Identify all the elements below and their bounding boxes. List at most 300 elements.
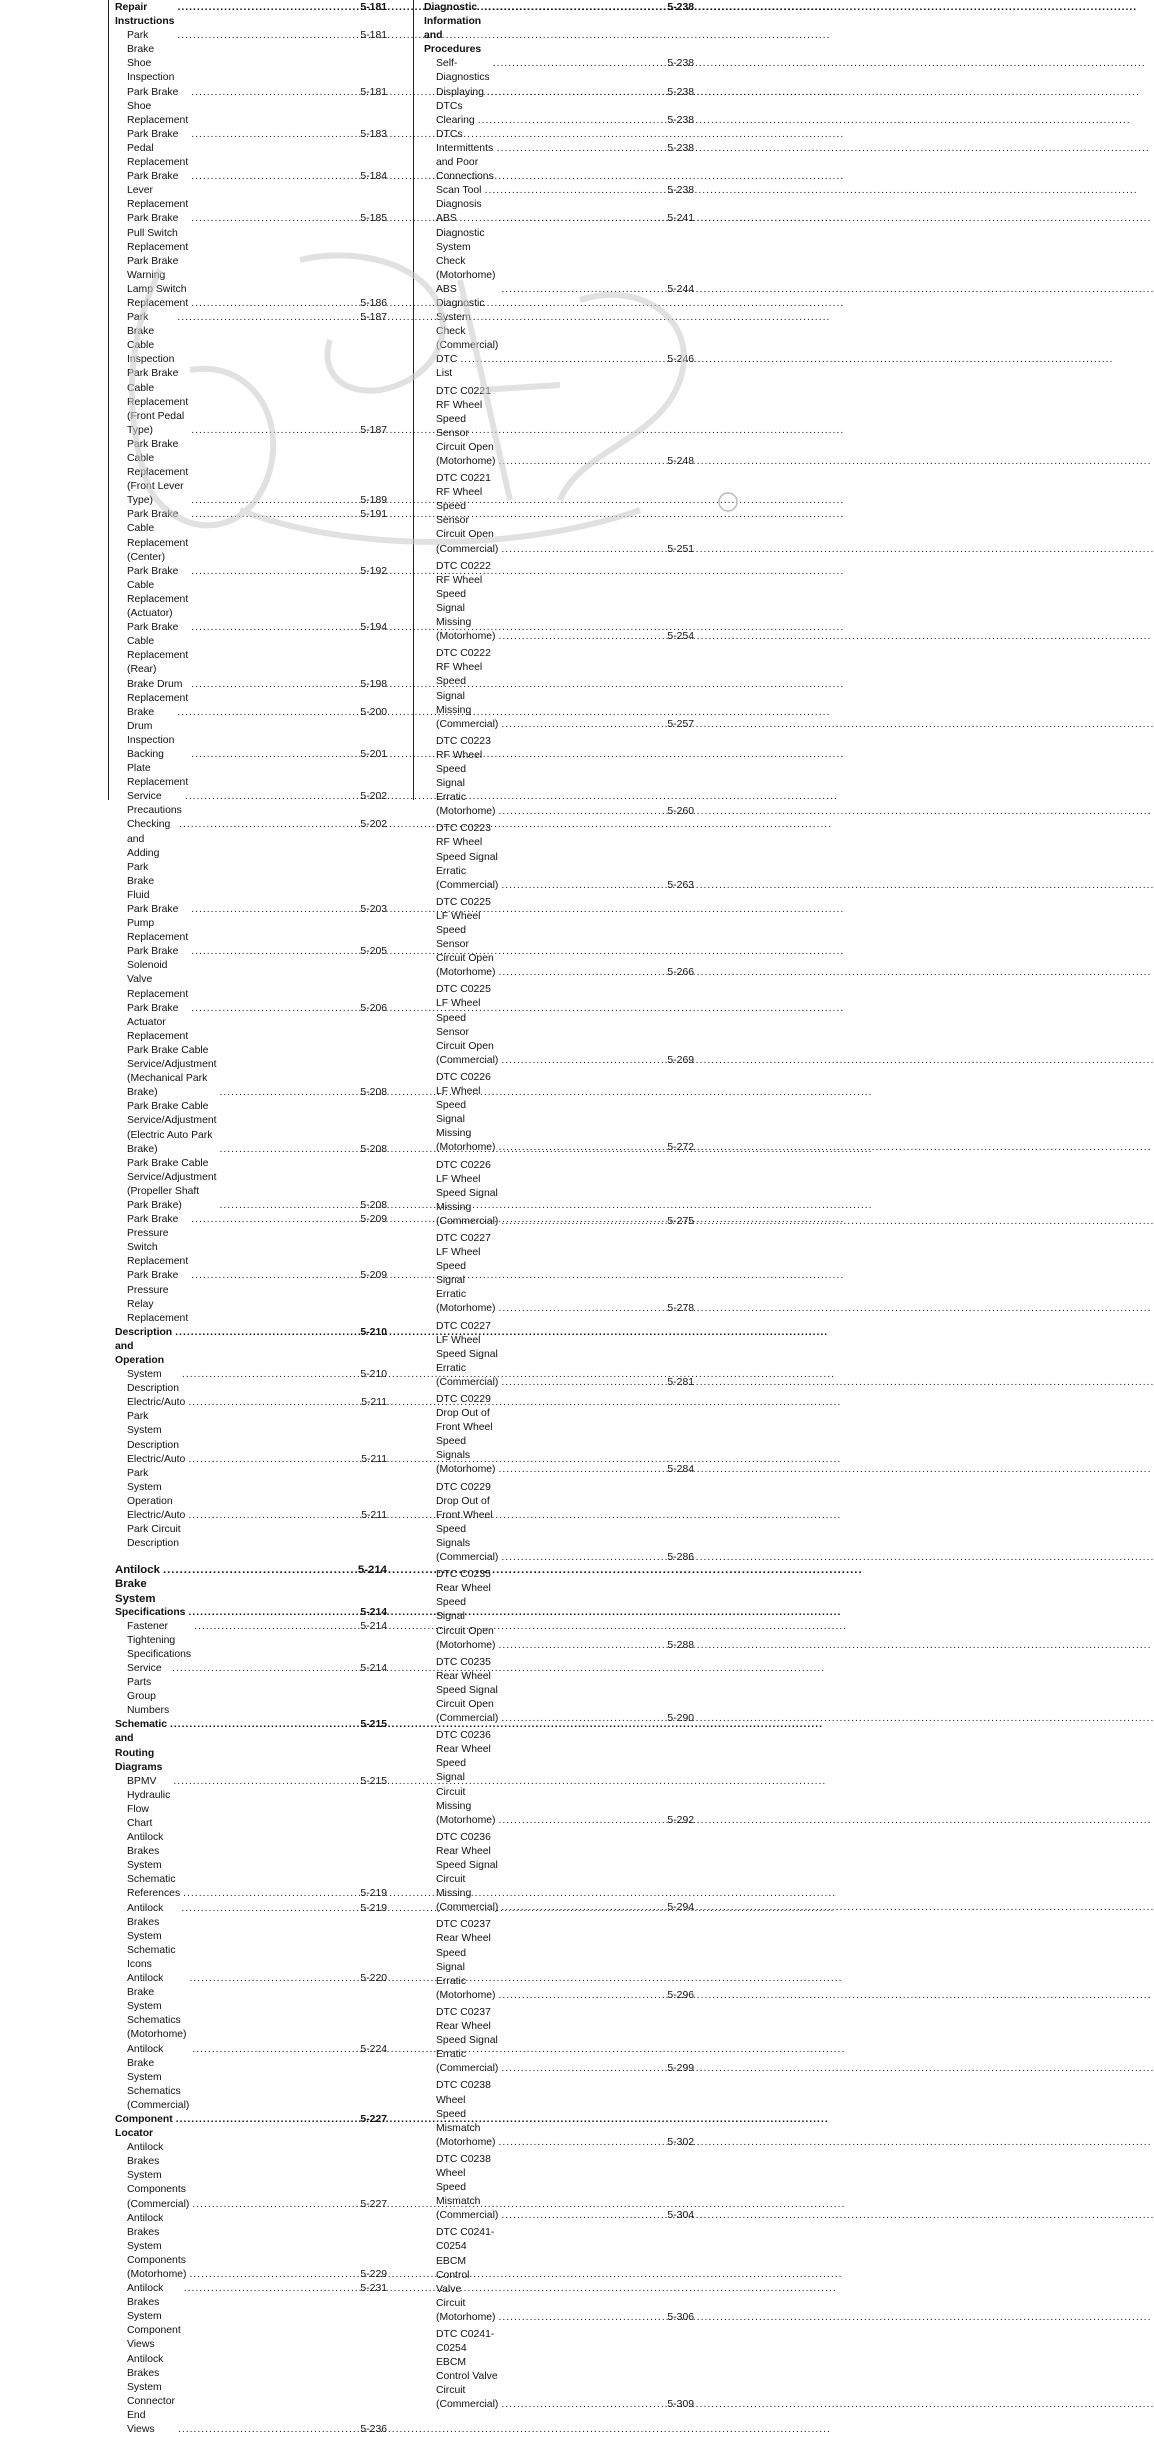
toc-entry-page: 5-269: [667, 1054, 694, 1066]
toc-entry[interactable]: [424, 1918, 694, 2003]
toc-entry[interactable]: [115, 1, 387, 29]
toc-entry-title: Antilock Brakes System Connector End Views: [127, 2353, 175, 2436]
toc-entry-page: 5-209: [360, 1214, 387, 1226]
toc-entry-title: Antilock Brakes System Schematic References: [127, 1832, 181, 1900]
toc-entry-page: 5-211: [361, 1397, 387, 1409]
dot-leader: [177, 311, 359, 325]
toc-entry-title: DTC C0225 LF Wheel Speed Sensor Circuit Open (Motorhome): [436, 896, 496, 979]
toc-entry[interactable]: [424, 1656, 694, 1726]
toc-entry[interactable]: [115, 1100, 387, 1156]
toc-entry[interactable]: [424, 1393, 694, 1478]
dot-leader: [501, 1054, 666, 1068]
toc-entry-page: 5-236: [360, 2424, 387, 2436]
dot-leader: [173, 1775, 359, 1789]
toc-entry[interactable]: [424, 983, 694, 1068]
toc-entry-page: 5-206: [360, 1002, 387, 1014]
toc-entry[interactable]: [424, 2006, 694, 2076]
toc-entry-page: 5-205: [360, 946, 387, 958]
toc-entry[interactable]: [115, 2043, 387, 2113]
toc-entry[interactable]: [115, 128, 387, 170]
toc-entry[interactable]: [115, 1563, 387, 1605]
toc-entry-page: 5-231: [360, 2283, 387, 2295]
toc-entry[interactable]: [424, 385, 694, 470]
dot-leader: [498, 1639, 666, 1653]
toc-entry-page: 5-219: [360, 1888, 387, 1900]
toc-entry-page: 5-185: [360, 213, 387, 225]
toc-entry-title: Specifications: [115, 1606, 186, 1618]
toc-entry-title: DTC C0235 Rear Wheel Speed Signal Circuit Open (Motorhome): [436, 1569, 496, 1651]
toc-entry[interactable]: [424, 735, 694, 820]
toc-entry-page: 5-281: [667, 1376, 694, 1388]
dot-leader: [498, 2311, 666, 2325]
toc-entry-page: 5-284: [667, 1464, 694, 1476]
toc-column-left: [115, 1, 387, 2437]
toc-entry[interactable]: [115, 1213, 387, 1269]
toc-entry[interactable]: [115, 748, 387, 790]
toc-entry-page: 5-229: [360, 2269, 387, 2280]
dot-leader: [501, 1901, 666, 1915]
dot-leader: [179, 818, 359, 832]
toc-entry-page: 5-304: [667, 2210, 694, 2222]
toc-entry-page: 5-238: [667, 2, 694, 13]
toc-entry[interactable]: [115, 1396, 387, 1452]
toc-entry[interactable]: [115, 367, 387, 437]
dot-leader: [478, 114, 667, 128]
toc-entry-title: Schematic and Routing Diagrams: [115, 1719, 167, 1773]
dot-leader: [177, 1, 359, 15]
toc-entry-page: 5-220: [360, 1973, 387, 1985]
dot-leader: [501, 1551, 666, 1565]
dot-leader: [184, 2282, 360, 2296]
toc-entry-title: DTC C0223 RF Wheel Speed Signal Erratic (Commercial): [436, 823, 499, 891]
toc-entry[interactable]: [115, 1718, 387, 1774]
toc-entry[interactable]: [115, 818, 387, 903]
toc-entry-title: Antilock Brakes System Components (Motorhome): [127, 2212, 187, 2280]
toc-entry-page: 5-181: [360, 2, 387, 13]
toc-entry[interactable]: [424, 1, 694, 57]
dot-leader: [189, 1972, 359, 1986]
dot-leader: [181, 1902, 359, 1916]
toc-entry-title: Park Brake Solenoid Valve Replacement: [127, 946, 189, 1000]
toc-entry-page: 5-238: [667, 58, 694, 70]
toc-entry[interactable]: [115, 255, 387, 311]
toc-entry-page: 5-306: [667, 2311, 694, 2323]
toc-entry-page: 5-187: [360, 312, 387, 324]
dot-leader: [172, 1662, 359, 1676]
toc-entry-page: 5-294: [667, 1902, 694, 1914]
toc-entry-page: 5-208: [360, 1143, 387, 1155]
toc-entry-title: Electric/Auto Park Circuit Description: [127, 1510, 186, 1550]
toc-entry-page: 5-238: [667, 142, 694, 154]
toc-entry-title: Park Brake Lever Replacement: [127, 171, 189, 211]
toc-entry[interactable]: [115, 1157, 387, 1213]
toc-entry-page: 5-227: [360, 2198, 387, 2210]
toc-entry[interactable]: [115, 1453, 387, 1509]
toc-entry-title: Service Precautions: [127, 791, 182, 817]
dot-leader: [498, 1302, 666, 1316]
toc-entry-page: 5-238: [667, 114, 694, 126]
toc-entry[interactable]: [115, 1002, 387, 1044]
toc-entry-title: Diagnostic Information and Procedures: [424, 2, 482, 56]
toc-entry-page: 5-181: [360, 86, 387, 98]
dot-leader: [501, 543, 666, 557]
dot-leader: [498, 212, 666, 226]
toc-entry-page: 5-299: [667, 2063, 694, 2075]
toc-entry-title: Service Parts Group Numbers: [127, 1662, 170, 1717]
toc-entry[interactable]: [115, 1831, 387, 1901]
toc-entry[interactable]: [115, 86, 387, 128]
toc-entry-title: Park Brake Cable Replacement (Front Pedal Type): [127, 368, 189, 436]
toc-entry-page: 5-192: [360, 565, 387, 577]
toc-entry-title: Park Brake Pump Replacement: [127, 904, 189, 944]
toc-entry[interactable]: [115, 790, 387, 818]
toc-entry[interactable]: [424, 114, 694, 142]
toc-entry-title: DTC C0223 RF Wheel Speed Signal Erratic (Motorhome): [436, 735, 496, 818]
toc-entry-title: DTC C0227 LF Wheel Speed Signal Erratic (Commercial): [436, 1320, 499, 1388]
toc-entry-title: Antilock Brakes System Schematic Icons: [127, 1902, 176, 1970]
toc-entry-title: DTC C0238 Wheel Speed Mismatch (Motorhome): [436, 2080, 496, 2148]
toc-entry-title: ABS Diagnostic System Check (Commercial): [436, 283, 499, 352]
toc-entry[interactable]: [424, 1568, 694, 1653]
toc-entry-page: 5-198: [360, 678, 387, 690]
dot-leader: [188, 1606, 359, 1620]
dot-leader: [460, 353, 666, 367]
toc-entry[interactable]: [424, 472, 694, 557]
toc-entry-page: 5-238: [667, 86, 694, 98]
dot-leader: [191, 86, 359, 100]
dot-leader: [498, 966, 666, 980]
toc-entry-title: Intermittents and Poor Connections: [436, 142, 494, 183]
toc-entry[interactable]: [424, 1071, 694, 1156]
toc-entry-title: Park Brake Actuator Replacement: [127, 1002, 189, 1042]
toc-entry[interactable]: [424, 1320, 694, 1390]
toc-entry-title: Displaying DTCs: [436, 86, 484, 112]
dot-leader: [176, 2113, 360, 2127]
toc-entry-title: DTC C0227 LF Wheel Speed Signal Erratic (Motorhome): [436, 1232, 496, 1315]
toc-entry[interactable]: [424, 353, 694, 381]
toc-entry-title: DTC C0221 RF Wheel Speed Sensor Circuit Open (Commercial): [436, 473, 499, 555]
toc-entry[interactable]: [115, 903, 387, 945]
toc-entry-page: 5-272: [667, 1142, 694, 1154]
dot-leader: [191, 1269, 359, 1283]
dot-leader: [191, 945, 359, 959]
toc-entry-page: 5-201: [360, 748, 387, 760]
toc-entry-title: DTC C0236 Rear Wheel Speed Signal Circuit Missing (Commercial): [436, 1831, 499, 1914]
toc-entry-page: 5-214: [360, 1606, 387, 1618]
toc-entry[interactable]: [424, 57, 694, 85]
toc-entry[interactable]: [424, 1729, 694, 1828]
toc-entry-page: 5-215: [360, 1719, 387, 1731]
toc-entry[interactable]: [115, 508, 387, 564]
toc-entry[interactable]: [115, 1368, 387, 1396]
toc-entry[interactable]: [115, 2353, 387, 2437]
toc-entry[interactable]: [115, 1620, 387, 1662]
toc-entry[interactable]: [424, 1232, 694, 1317]
toc-entry-page: 5-215: [360, 1775, 387, 1787]
dot-leader: [220, 1086, 360, 1100]
dot-leader: [498, 1814, 666, 1828]
toc-entry-title: Park Brake Cable Service/Adjustment (Propeller Shaft Park Brake): [127, 1157, 217, 1211]
dot-leader: [498, 1989, 666, 2003]
dot-leader: [194, 1620, 359, 1634]
toc-entry-title: Brake Drum Replacement: [127, 678, 189, 704]
toc-entry-page: 5-189: [360, 495, 387, 507]
dot-leader: [498, 455, 666, 469]
dot-leader: [189, 2268, 359, 2282]
toc-entry-page: 5-203: [360, 904, 387, 915]
toc-entry-page: 5-219: [360, 1902, 387, 1914]
toc-entry-page: 5-181: [360, 30, 387, 42]
toc-entry[interactable]: [115, 1509, 387, 1551]
dot-leader: [487, 86, 666, 100]
toc-entry[interactable]: [424, 142, 694, 184]
toc-entry[interactable]: [424, 2153, 694, 2223]
toc-entry-title: Park Brake Warning Lamp Switch Replacement: [127, 255, 189, 309]
dot-leader: [498, 630, 666, 644]
toc-entry[interactable]: [115, 678, 387, 706]
toc-entry[interactable]: [424, 1481, 694, 1566]
dot-leader: [192, 2043, 359, 2057]
toc-entry[interactable]: [424, 1831, 694, 1916]
dot-leader: [220, 1199, 360, 1213]
toc-entry-title: DTC C0221 RF Wheel Speed Sensor Circuit Open (Motorhome): [436, 385, 496, 467]
toc-entry[interactable]: [115, 311, 387, 367]
toc-entry[interactable]: [424, 2328, 694, 2413]
toc-entry-page: 5-275: [667, 1215, 694, 1227]
column-rule-left: [108, 0, 109, 800]
toc-entry-title: Backing Plate Replacement: [127, 748, 189, 789]
toc-entry-page: 5-211: [361, 1453, 387, 1465]
toc-entry-title: DTC C0241-C0254 EBCM Control Valve Circuit (Motorhome): [436, 2227, 496, 2323]
toc-entry[interactable]: [115, 212, 387, 254]
toc-entry-title: Electric/Auto Park System Description: [127, 1397, 186, 1451]
toc-entry-title: DTC List: [436, 354, 458, 380]
toc-entry-title: DTC C0229 Drop Out of Front Wheel Speed Signals (Motorhome): [436, 1394, 496, 1476]
toc-entry-title: Park Brake Cable Replacement (Actuator): [127, 565, 189, 620]
toc-entry-title: Antilock Brakes System Components (Commercial): [127, 2142, 190, 2210]
toc-entry-title: Description and Operation: [115, 1326, 173, 1366]
dot-leader: [183, 1887, 359, 1901]
toc-entry-page: 5-292: [667, 1814, 694, 1826]
toc-entry-title: Park Brake Shoe Replacement: [127, 86, 189, 126]
toc-entry[interactable]: [115, 2212, 387, 2282]
toc-entry-page: 5-227: [360, 2113, 387, 2125]
toc-entry-title: DTC C0222 RF Wheel Speed Signal Missing (Motorhome): [436, 560, 496, 643]
toc-entry[interactable]: [424, 212, 694, 282]
toc-entry-title: DTC C0238 Wheel Speed Mismatch (Commercial): [436, 2153, 499, 2222]
toc-entry-title: BPMV Hydraulic Flow Chart: [127, 1775, 171, 1829]
toc-entry-title: Park Brake Cable Replacement (Center): [127, 509, 189, 563]
dot-leader: [501, 1376, 666, 1390]
toc-entry-title: Antilock Brakes System Component Views: [127, 2283, 181, 2351]
toc-entry-title: DTC C0237 Rear Wheel Speed Signal Erratic (Commercial): [436, 2006, 499, 2075]
toc-entry-title: System Description: [127, 1369, 179, 1395]
toc-entry-page: 5-224: [360, 2043, 387, 2055]
toc-entry-title: Park Brake Cable Inspection: [127, 312, 175, 366]
toc-entry-title: Antilock Brake System Schematics (Motorhome): [127, 1973, 187, 2041]
toc-entry-title: Park Brake Cable Service/Adjustment (Electric Auto Park Brake): [127, 1101, 217, 1155]
toc-entry[interactable]: [424, 560, 694, 645]
dot-leader: [178, 2423, 359, 2437]
toc-entry-page: 5-209: [360, 1270, 387, 1282]
toc-entry[interactable]: [115, 170, 387, 212]
toc-entry[interactable]: [115, 2282, 387, 2352]
toc-entry-title: Park Brake Pressure Switch Replacement: [127, 1214, 189, 1268]
dot-leader: [191, 1213, 359, 1227]
toc-entry-title: Park Brake Cable Replacement (Front Lever Type): [127, 438, 189, 507]
dot-leader: [497, 142, 667, 156]
dot-leader: [501, 2062, 666, 2076]
dot-leader: [177, 29, 359, 43]
toc-entry-page: 5-202: [360, 819, 387, 831]
toc-entry-page: 5-191: [360, 509, 387, 521]
toc-entry[interactable]: [115, 438, 387, 508]
toc-entry-title: Scan Tool Diagnosis: [436, 185, 482, 211]
dot-leader: [191, 678, 359, 692]
toc-entry[interactable]: [424, 86, 694, 114]
toc-entry-title: DTC C0229 Drop Out of Front Wheel Speed Signals (Commercial): [436, 1481, 499, 1564]
toc-entry-title: Self-Diagnostics: [436, 58, 490, 84]
toc-entry-title: Fastener Tightening Specifications: [127, 1620, 192, 1660]
dot-leader: [498, 1141, 666, 1155]
toc-entry[interactable]: [424, 1159, 694, 1229]
toc-entry[interactable]: [115, 565, 387, 621]
toc-entry[interactable]: [115, 945, 387, 1001]
dot-leader: [501, 879, 666, 893]
dot-leader: [485, 184, 667, 198]
dot-leader: [191, 1002, 359, 1016]
toc-entry-title: Clearing DTCs: [436, 114, 475, 140]
toc-entry-page: 5-210: [360, 1369, 387, 1381]
dot-leader: [191, 128, 359, 142]
toc-entry[interactable]: [115, 706, 387, 748]
toc-entry-page: 5-309: [667, 2399, 694, 2411]
toc-entry[interactable]: [115, 1775, 387, 1831]
toc-entry-title: Brake Drum Inspection: [127, 706, 175, 746]
toc-entry-page: 5-290: [667, 1713, 694, 1725]
toc-entry[interactable]: [424, 647, 694, 732]
toc-entry-title: DTC C0241-C0254 EBCM Control Valve Circuit (Commercial): [436, 2329, 499, 2411]
dot-leader: [191, 565, 359, 579]
dot-leader: [191, 170, 359, 184]
dot-leader: [191, 903, 359, 917]
toc-entry-page: 5-248: [667, 456, 694, 467]
toc-entry[interactable]: [115, 2141, 387, 2211]
dot-leader: [501, 2398, 666, 2412]
toc-entry-page: 5-263: [667, 879, 694, 891]
toc-entry-page: 5-266: [667, 967, 694, 979]
toc-entry-title: Park Brake Cable Replacement (Rear): [127, 622, 189, 676]
toc-entry[interactable]: [424, 2226, 694, 2325]
toc-entry[interactable]: [424, 184, 694, 212]
dot-leader: [191, 212, 359, 226]
toc-entry[interactable]: [424, 896, 694, 981]
dot-leader: [191, 508, 359, 522]
toc-entry-page: 5-302: [667, 2136, 694, 2148]
toc-entry-title: DTC C0226 LF Wheel Speed Signal Missing (Motorhome): [436, 1071, 496, 1154]
toc-entry-page: 5-208: [360, 1199, 387, 1211]
dot-leader: [188, 1453, 360, 1467]
dot-leader: [493, 57, 667, 71]
dot-leader: [191, 297, 359, 311]
toc-entry-page: 5-200: [360, 706, 387, 718]
toc-entry[interactable]: [424, 283, 694, 353]
toc-entry-title: Electric/Auto Park System Operation: [127, 1453, 186, 1507]
toc-entry-page: 5-241: [667, 213, 694, 225]
toc-entry-page: 5-246: [667, 354, 694, 366]
toc-entry-page: 5-214: [360, 1662, 387, 1674]
toc-entry-page: 5-288: [667, 1639, 694, 1651]
dot-leader: [498, 1463, 666, 1477]
toc-entry-page: 5-286: [667, 1552, 694, 1564]
dot-leader: [192, 2198, 359, 2212]
toc-entry-page: 5-202: [360, 791, 387, 803]
dot-leader: [170, 1718, 359, 1732]
dot-leader: [191, 494, 359, 508]
toc-entry-page: 5-186: [360, 297, 387, 309]
dot-leader: [191, 424, 359, 438]
toc-entry-title: Park Brake Shoe Inspection: [127, 30, 175, 84]
dot-leader: [175, 1326, 359, 1340]
dot-leader: [501, 2209, 666, 2223]
toc-entry-page: 5-214: [357, 1564, 387, 1577]
toc-entry-page: 5-251: [667, 543, 694, 555]
toc-entry[interactable]: [115, 621, 387, 677]
toc-entry-title: Checking and Adding Park Brake Fluid: [127, 819, 171, 901]
toc-entry-title: Park Brake Cable Service/Adjustment (Mechanical Park Brake): [127, 1044, 217, 1099]
toc-entry[interactable]: [424, 822, 694, 892]
toc-entry-title: Park Brake Pressure Relay Replacement: [127, 1270, 189, 1324]
toc-entry-title: Park Brake Pedal Replacement: [127, 128, 189, 169]
dot-leader: [498, 805, 666, 819]
dot-leader: [501, 718, 666, 732]
dot-leader: [498, 2136, 666, 2150]
toc-entry[interactable]: [115, 1326, 387, 1368]
toc-entry[interactable]: [115, 1902, 387, 1972]
toc-entry-page: 5-254: [667, 631, 694, 643]
dot-leader: [188, 1509, 360, 1523]
toc-entry-title: DTC C0237 Rear Wheel Speed Signal Erratic (Motorhome): [436, 1919, 496, 2001]
toc-entry-title: DTC C0235 Rear Wheel Speed Signal Circuit Open (Commercial): [436, 1656, 499, 1725]
toc-entry-page: 5-260: [667, 806, 694, 818]
toc-entry[interactable]: [424, 2079, 694, 2149]
toc-entry-page: 5-211: [361, 1510, 387, 1522]
toc-entry-page: 5-244: [667, 283, 694, 295]
dot-leader: [220, 1143, 360, 1157]
toc-entry[interactable]: [115, 1044, 387, 1100]
toc-entry-title: Park Brake Pull Switch Replacement: [127, 213, 189, 253]
toc-entry-page: 5-257: [667, 718, 694, 730]
dot-leader: [182, 1368, 359, 1382]
toc-entry-page: 5-183: [360, 128, 387, 140]
toc-entry[interactable]: [115, 1662, 387, 1718]
dot-leader: [163, 1563, 357, 1577]
toc-entry-title: DTC C0225 LF Wheel Speed Sensor Circuit Open (Commercial): [436, 984, 499, 1066]
toc-entry[interactable]: [115, 29, 387, 85]
toc-column-right: [424, 1, 694, 2413]
toc-entry-title: Repair Instructions: [115, 2, 175, 28]
toc-entry-title: Component Locator: [115, 2113, 173, 2140]
toc-entry-page: 5-296: [667, 1989, 694, 2001]
dot-leader: [177, 706, 359, 720]
toc-entry-title: ABS Diagnostic System Check (Motorhome): [436, 213, 496, 281]
toc-entry[interactable]: [115, 1606, 387, 1620]
toc-entry[interactable]: [115, 2113, 387, 2141]
toc-entry-title: Antilock Brake System: [115, 1564, 160, 1605]
toc-entry[interactable]: [115, 1972, 387, 2042]
toc-entry[interactable]: [115, 1269, 387, 1325]
toc-entry-page: 5-187: [360, 424, 387, 436]
